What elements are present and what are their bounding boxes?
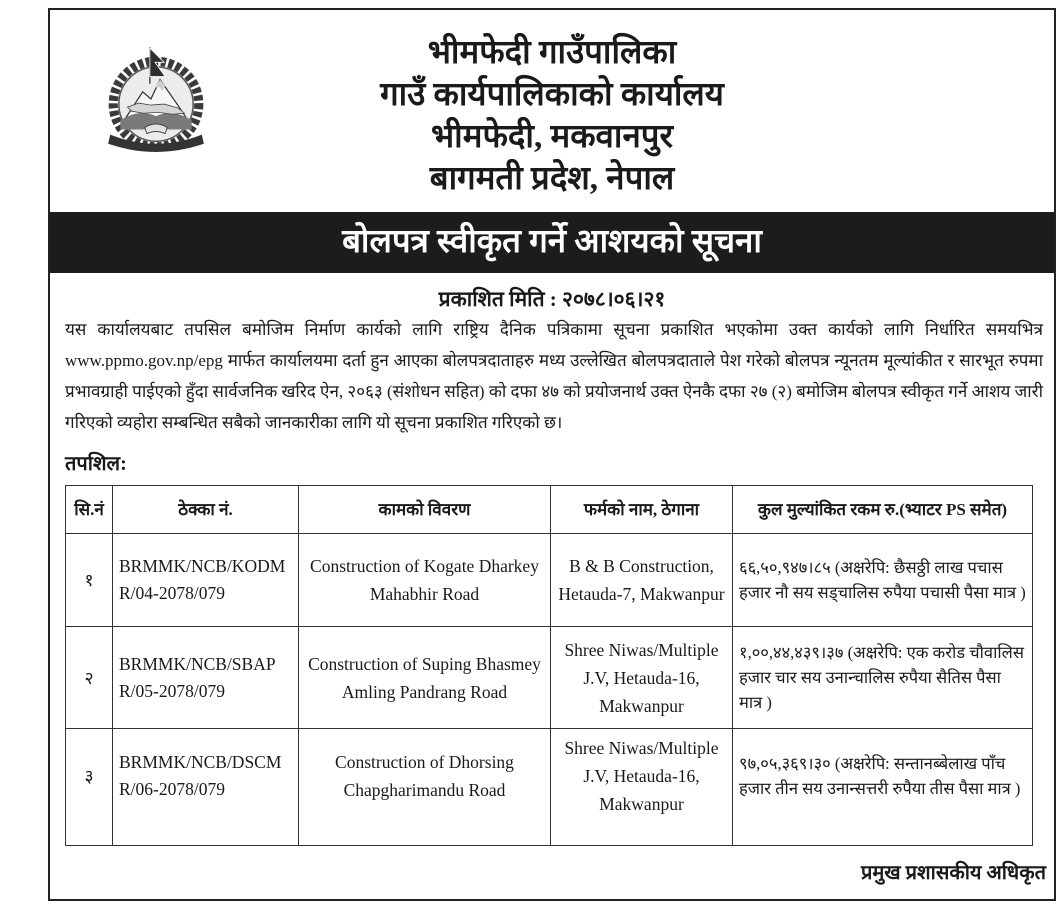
publication-date: २०७८।०६।२१	[562, 287, 666, 311]
publication-date-label: प्रकाशित मिति :	[438, 287, 557, 311]
serial-number-cell: १	[66, 534, 113, 627]
details-label: तपशिल:	[65, 453, 127, 475]
header-work-description: कामको विवरण	[299, 486, 551, 534]
amount-figure: ९७,०५,३६९।३०	[739, 754, 831, 773]
signatory-title: प्रमुख प्रशासकीय अधिकृत	[860, 862, 1046, 884]
work-description-cell: Construction of Dhorsing Chapgharimandu Road	[299, 729, 551, 846]
serial-number-cell: २	[66, 627, 113, 729]
header-contract-number: ठेक्का नं.	[113, 486, 299, 534]
amount-figure: १,००,४४,४३९।३७	[739, 643, 844, 662]
notice-title: बोलपत्र स्वीकृत गर्ने आशयको सूचना	[342, 224, 762, 260]
office-header	[50, 32, 1054, 200]
municipality-name: भीमफेदी गाउँपालिका	[427, 35, 677, 71]
amount-in-words: (अक्षरेपि: सन्तानब्बेलाख पाँच हजार तीन सय उनान्सत्तरी रुपैया तीस पैसा मात्र )	[739, 754, 1021, 798]
contract-number-cell: BRMMK/NCB/DSCMR/06-2078/079	[113, 729, 299, 846]
table-row	[66, 534, 1033, 627]
work-description-cell: Construction of Kogate Dharkey Mahabhir Road	[299, 534, 551, 627]
firm-cell: B & B Construction, Hetauda-7, Makwanpur	[551, 534, 733, 627]
header-serial-number: सि.नं	[66, 486, 113, 534]
header-total-evaluated-amount: कुल मुल्यांकित रकम रु.(भ्याटर PS समेत)	[733, 486, 1033, 534]
amount-figure: ६६,५०,९४७।८५	[739, 558, 831, 577]
table-header-row	[66, 486, 1033, 534]
firm-cell: Shree Niwas/Multiple J.V, Hetauda-16, Makwanpur	[551, 729, 733, 846]
table-row	[66, 627, 1033, 729]
contract-number-cell: BRMMK/NCB/SBAPR/05-2078/079	[113, 627, 299, 729]
header-firm-name-address: फर्मको नाम, ठेगाना	[551, 486, 733, 534]
notice-title-banner	[50, 212, 1054, 273]
notice-frame	[48, 8, 1056, 901]
amount-in-words: (अक्षरेपि: छैसठ्ठी लाख पचास हजार नौ सय सड्चालिस रुपैया पचासी पैसा मात्र )	[739, 558, 1026, 602]
contract-number-cell: BRMMK/NCB/KODMR/04-2078/079	[113, 534, 299, 627]
amount-cell	[733, 729, 1033, 846]
office-location: भीमफेदी, मकवानपुर	[430, 119, 674, 155]
firm-cell: Shree Niwas/Multiple J.V, Hetauda-16, Makwanpur	[551, 627, 733, 729]
amount-cell	[733, 534, 1033, 627]
amount-cell	[733, 627, 1033, 729]
province-country: बागमती प्रदेश, नेपाल	[429, 161, 675, 197]
notice-body: यस कार्यालयबाट तपसिल बमोजिम निर्माण कार्यको लागि राष्ट्रिय दैनिक पत्रिकामा सूचना प्रकाशित भएकोमा उक्त कार्यको लागि निर्धारित समयभित्र www.ppmo.gov.np/epg मार्फत कार्यालयमा दर्ता हुन आएका बोलपत्रदाताहरु मध्य उल्लेखित बोलपत्रदाताले पेश गरेको बोलपत्र न्यूनतम मूल्यांकीत र सारभूत रुपमा प्रभावग्राही पाईएको हुँदा सार्वजनिक खरिद ऐन, २०६३ (संशोधन सहित) को दफा ४७ को प्रयोजनार्थ उक्त ऐनकै दफा २७ (२) बमोजिम बोलपत्र स्वीकृत गर्ने आशय जारी गरिएको व्यहोरा सम्बन्धित सबैको जानकारीका लागि यो सूचना प्रकाशित गरिएको छ।	[65, 320, 1043, 432]
publication-date-line	[50, 286, 1054, 312]
bid-acceptance-table	[65, 485, 1033, 846]
work-description-cell: Construction of Suping Bhasmey Amling Pandrang Road	[299, 627, 551, 729]
table-row	[66, 729, 1033, 846]
serial-number-cell: ३	[66, 729, 113, 846]
amount-in-words: (अक्षरेपि: एक करोड चौवालिस हजार चार सय उनान्चालिस रुपैया सैतिस पैसा मात्र )	[739, 643, 1024, 712]
office-name: गाउँ कार्यपालिकाको कार्यालय	[380, 77, 724, 113]
